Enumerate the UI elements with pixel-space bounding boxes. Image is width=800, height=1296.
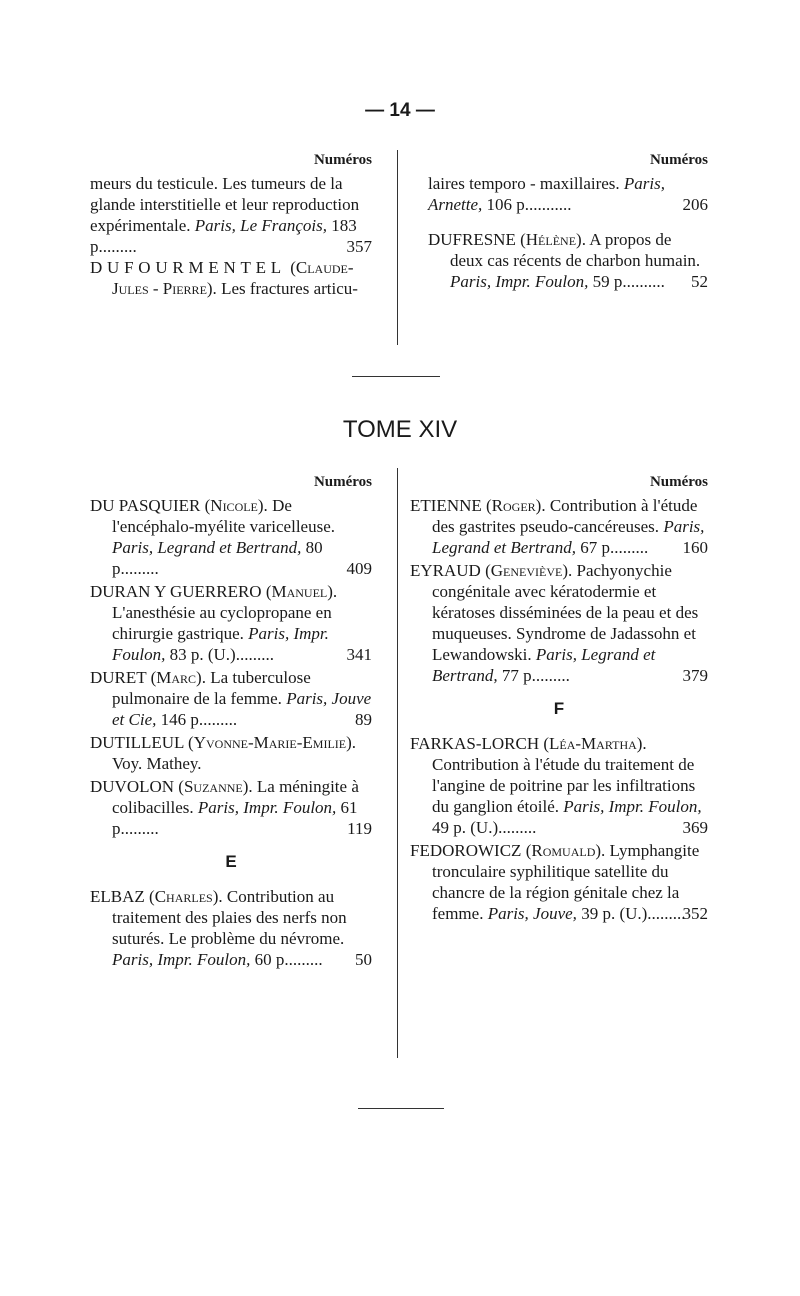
continued-entry: meurs du testicule. Les tumeurs de la glande interstitielle et leur reproduction expérimentale. Paris, Le François, 183 p......... 357: [90, 174, 372, 256]
author-entry: FEDOROWICZ (Romuald). Lymphangite tronculaire syphilitique satellite du chancre de la région génitale chez la femme. Paris, Jouve, 39 p. (U.)......... 352: [410, 841, 708, 923]
letter-heading-f: F: [553, 699, 565, 718]
entry-number: 369: [682, 818, 708, 837]
author-entry: FARKAS-LORCH (Léa-Martha). Contribution à l'étude du traitement de l'angine de poitrine par les infiltrations du ganglion étoilé. Paris, Impr. Foulon, 49 p. (U.)......... 369: [410, 734, 708, 837]
top-right-column: [428, 150, 708, 292]
author-name: DUTILLEUL: [90, 733, 184, 752]
author-first-name: (Geneviève).: [485, 561, 573, 580]
entry-title: Contribution à l'étude des gastrites pseudo-cancéreuses.: [432, 496, 698, 536]
entry-number: 52: [691, 272, 708, 291]
entry-title: Voy. Mathey.: [112, 754, 202, 773]
entry-publisher: Paris, Legrand et Bertrand,: [432, 517, 705, 557]
entry-list: [90, 886, 372, 970]
entry-pages: 61 p.: [112, 798, 358, 838]
entry-list: [410, 733, 708, 924]
continued-entry: laires temporo - maxillaires. Paris, Arnette, 106 p........... 206: [428, 174, 708, 214]
entry-number: 341: [346, 645, 372, 664]
author-name: FARKAS-LORCH: [410, 734, 540, 753]
author-entry: DURET (Marc). La tuberculose pulmonaire de la femme. Paris, Jouve et Cie, 146 p......... 89: [90, 668, 372, 729]
entry-number: 160: [682, 538, 708, 557]
entry-publisher: Paris, Impr. Foulon,: [112, 950, 251, 969]
author-entry: DUFRESNE (Hélène). A propos de deux cas récents de charbon humain. Paris, Impr. Foulon, 59 p.......... 52: [428, 230, 708, 291]
author-entry: ELBAZ (Charles). Contribution au traitement des plaies des nerfs non suturés. Le problème du névrome. Paris, Impr. Foulon, 60 p......... 50: [90, 887, 372, 969]
page-number: — 14 —: [365, 100, 435, 121]
entry-publisher: Paris, Legrand et Bertrand,: [432, 645, 656, 685]
entry-title: Pachyonychie congénitale avec kératodermie et kératoses disséminées de la peau et des muqueuses. Syndrome de Jadassohn et Lewandowski.: [432, 561, 699, 664]
author-first-name: (Léa-Martha).: [543, 734, 647, 753]
numeros-header: Numéros: [313, 152, 372, 168]
tome-title: TOME XIV: [342, 416, 458, 443]
letter-heading-e: E: [225, 852, 237, 871]
author-entry: DURAN Y GUERRERO (Manuel). L'anesthésie au cyclopropane en chirurgie gastrique. Paris, Impr. Foulon, 83 p. (U.)......... 341: [90, 582, 372, 664]
entry-number: 119: [347, 819, 372, 838]
author-entry: DUFOURMENTEL (Claude-Jules - Pierre). Les fractures articu-: [90, 258, 358, 298]
author-entry: EYRAUD (Geneviève). Pachyonychie congénitale avec kératodermie et kératoses disséminées de la peau et des muqueuses. Syndrome de Jadassohn et Lewandowski. Paris, Legrand et Bertrand, 77 p......... 379: [410, 561, 708, 685]
entry-number: 357: [346, 237, 372, 256]
author-entry: DU PASQUIER (Nicole). De l'encéphalo-myélite varicelleuse. Paris, Legrand et Bertrand, 80 p......... 409: [90, 496, 372, 578]
author-first-name: (Manuel).: [265, 582, 338, 601]
author-name: DUVOLON: [90, 777, 175, 796]
entry-pages: 80 p.: [112, 538, 323, 578]
entry-title: De l'encéphalo-myélite varicelleuse.: [112, 496, 336, 536]
author-name: DUFRESNE: [428, 230, 516, 249]
author-entry: DUVOLON (Suzanne). La méningite à colibacilles. Paris, Impr. Foulon, 61 p......... 119: [90, 777, 372, 838]
author-first-name: (Marc).: [150, 668, 206, 687]
author-first-name: (Nicole).: [204, 496, 268, 515]
numeros-header: Numéros: [649, 152, 708, 168]
entry-title: La méningite à colibacilles.: [112, 777, 359, 817]
entry-publisher: Paris, Jouve et Cie,: [112, 689, 372, 729]
author-entry: [90, 732, 372, 774]
author-entry: ETIENNE (Roger). Contribution à l'étude des gastrites pseudo-cancéreuses. Paris, Legrand et Bertrand, 67 p......... 160: [410, 496, 708, 557]
top-left-column: [90, 150, 372, 299]
author-first-name: (Roger).: [486, 496, 546, 515]
entry-publisher: Paris, Impr. Foulon,: [563, 797, 702, 816]
entry-number: 352: [682, 904, 708, 923]
entry-title: Contribution à l'étude du traitement de l'angine de poitrine par les infiltrations du ganglion étoilé.: [432, 755, 696, 816]
author-name: ELBAZ: [90, 887, 145, 906]
entry-publisher: Paris, Impr. Foulon,: [197, 798, 337, 817]
entry-pages: 49 p. (U.).: [432, 818, 503, 837]
entry-number: 89: [355, 710, 372, 729]
author-name: DURET: [90, 668, 147, 687]
entry-list: [410, 495, 708, 686]
numeros-header: Numéros: [649, 474, 708, 490]
author-name: DUFOURMENTEL: [90, 258, 286, 277]
author-name: FEDOROWICZ: [410, 841, 522, 860]
author-first-name: (Suzanne).: [178, 777, 253, 796]
author-name: EYRAUD: [410, 561, 481, 580]
entry-publisher: Paris, Legrand et Bertrand,: [112, 538, 302, 557]
author-name: DURAN Y GUERRERO: [90, 582, 262, 601]
entry-pages: 83 p. (U.).: [169, 645, 240, 664]
bottom-rule: [358, 1108, 444, 1109]
entry-title: Contribution au traitement des plaies des nerfs non suturés. Le problème du névrome.: [112, 887, 347, 948]
entry-pages: 39 p. (U.).: [581, 904, 652, 923]
entry-title: L'anesthésie au cyclopropane en chirurgie gastrique.: [112, 603, 332, 643]
numeros-header: Numéros: [313, 474, 372, 490]
entry-pages: 77 p.: [501, 666, 536, 685]
author-name: DU PASQUIER: [90, 496, 201, 515]
entry-number: 50: [355, 950, 372, 969]
section-rule: [352, 376, 440, 377]
right-column: [410, 472, 708, 924]
entry-number: 379: [682, 666, 708, 685]
entry-pages: 60 p.: [254, 950, 289, 969]
entry-number: 409: [346, 559, 372, 578]
author-first-name: (Romuald).: [525, 841, 606, 860]
entry-title: Lymphangite tronculaire syphilitique satellite du chancre de la région génitale chez la femme.: [432, 841, 700, 923]
entry-publisher: Paris, Jouve,: [487, 904, 577, 923]
entry-list: [90, 495, 372, 839]
column-divider: [397, 150, 398, 345]
entry-title: La tuberculose pulmonaire de la femme.: [112, 668, 311, 708]
left-column: [90, 472, 372, 970]
entry-number: 206: [682, 195, 708, 214]
entry-publisher: Paris, Impr. Foulon,: [112, 624, 329, 664]
author-name: ETIENNE: [410, 496, 482, 515]
entry-pages: 67 p.: [580, 538, 615, 557]
author-first-name: (Yvonne-Marie-Emilie).: [188, 733, 357, 752]
column-divider: [397, 468, 398, 1058]
entry-pages: 146 p.: [160, 710, 204, 729]
author-first-name: (Charles).: [149, 887, 223, 906]
